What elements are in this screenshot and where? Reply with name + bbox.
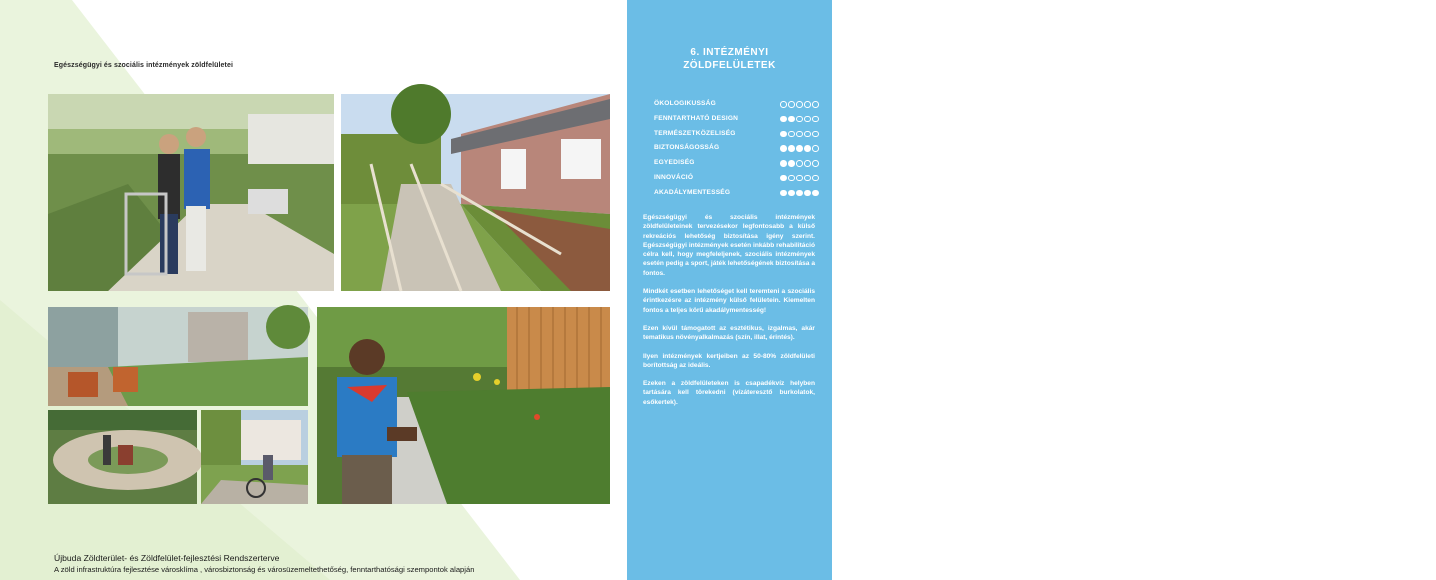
criteria-rating-list [654,99,824,203]
criteria-row [654,129,824,144]
rating-dot-empty [804,175,811,182]
rating-dot-empty [812,101,819,108]
criteria-rating-dots [780,160,819,167]
rating-dot-filled [780,190,787,197]
footer-subtitle: A zöld infrastruktúra fejlesztése városklíma , városbiztonság és városüzemeltethetőség, fenntarthatósági szempontok alapján [54,565,475,574]
photo-wheelchair-walk [201,410,308,504]
rating-dot-empty [796,175,803,182]
ujbuda-tulip-logo-icon [1402,538,1436,562]
criteria-rating-dots [780,131,819,138]
sidebar-paragraph: Ezeken a zöldfelületeken is csapadékvíz helyben tartására kell törekedni (vízáteresztő burkolatok, esőkertek). [643,380,815,406]
criteria-rating-dots [780,190,819,197]
rating-dot-filled [804,145,811,152]
rating-dot-filled [804,190,811,197]
rating-dot-empty [804,131,811,138]
rating-dot-empty [804,116,811,123]
sidebar-title-line2: ZÖLDFELÜLETEK [683,60,776,71]
rating-dot-empty [812,131,819,138]
rating-dot-empty [804,160,811,167]
photo-rooftop-garden-chairs [48,307,308,406]
sidebar-paragraph: Ilyen intézmények kertjeiben az 50-80% zöldfelületi borítottság az ideális. [643,352,815,369]
criteria-label: INNOVÁCIÓ [654,173,694,181]
sidebar-paragraph: Ezen kívül támogatott az esztétikus, izgalmas, akár tematikus növényalkalmazás (szín, illat, érintés). [643,324,815,342]
criteria-label: EGYEDISÉG [654,159,695,167]
criteria-row [654,114,824,129]
rating-dot-empty [796,160,803,167]
rating-dot-filled [780,160,787,167]
sidebar-title [627,46,832,72]
rating-dot-filled [780,145,787,152]
rating-dot-filled [788,145,795,152]
criteria-row [654,158,824,173]
sidebar-title-line1: 6. INTÉZMÉNYI [690,47,769,58]
rating-dot-filled [796,190,803,197]
criteria-label: AKADÁLYMENTESSÉG [654,188,731,196]
sidebar-paragraph: Egészségügyi és szociális intézmények zöldfelületeinek tervezésekor legfontosabb a külső rekreációs lehetőség biztosítása igény szerint. Egészségügyi intézmények esetén inkább rehabilitáció célra kell, hogy megfeleljenek, szociális intézmények esetén pedig a sport, játék lehetőségének biztosítása a fontos. [643,214,815,277]
rating-dot-filled [788,190,795,197]
rating-dot-empty [780,101,787,108]
sidebar-paragraph: Mindkét esetben lehetőséget kell teremteni a szociális érintkezésre az intézmény külső felületein. Kiemelten fontos a teljes körű akadálymentesség! [643,288,815,314]
rating-dot-filled [780,175,787,182]
criteria-row [654,99,824,114]
criteria-rating-dots [780,175,819,182]
photo-walker-garden-path [48,94,334,291]
rating-dot-empty [812,145,819,152]
criteria-label: TERMÉSZETKÖZELISÉG [654,129,736,137]
rating-dot-filled [788,160,795,167]
footer-title: Újbuda Zöldterület- és Zöldfelület-fejlesztési Rendszerterve [54,553,280,563]
page-number: s73 [1351,546,1384,569]
rating-dot-empty [812,116,819,123]
criteria-rating-dots [780,101,819,108]
rating-dot-empty [788,175,795,182]
photo-accessible-ramp [341,94,610,291]
rating-dot-filled [780,116,787,123]
logo-text: ÚJBUDA [1397,564,1434,573]
info-sidebar [627,0,1434,580]
rating-dot-empty [812,175,819,182]
criteria-label: BIZTONSÁGOSSÁG [654,144,720,152]
photo-courtyard-circle [48,410,197,504]
rating-dot-empty [796,116,803,123]
criteria-row [654,188,824,203]
rating-dot-empty [788,131,795,138]
section-caption: Egészségügyi és szociális intézmények zöldfelületei [54,62,233,69]
rating-dot-empty [796,101,803,108]
rating-dot-empty [804,101,811,108]
rating-dot-empty [796,131,803,138]
rating-dot-filled [788,116,795,123]
rating-dot-empty [788,101,795,108]
criteria-label: ÖKOLOGIKUSSÁG [654,100,716,107]
criteria-row [654,173,824,188]
rating-dot-filled [796,145,803,152]
rating-dot-empty [812,160,819,167]
criteria-rating-dots [780,116,819,123]
photo-raised-garden-bed [317,307,610,504]
criteria-row [654,143,824,158]
criteria-rating-dots [780,145,819,152]
rating-dot-filled [780,131,787,138]
rating-dot-filled [812,190,819,197]
sidebar-body-text [643,213,815,416]
criteria-label: FENNTARTHATÓ DESIGN [654,114,739,122]
